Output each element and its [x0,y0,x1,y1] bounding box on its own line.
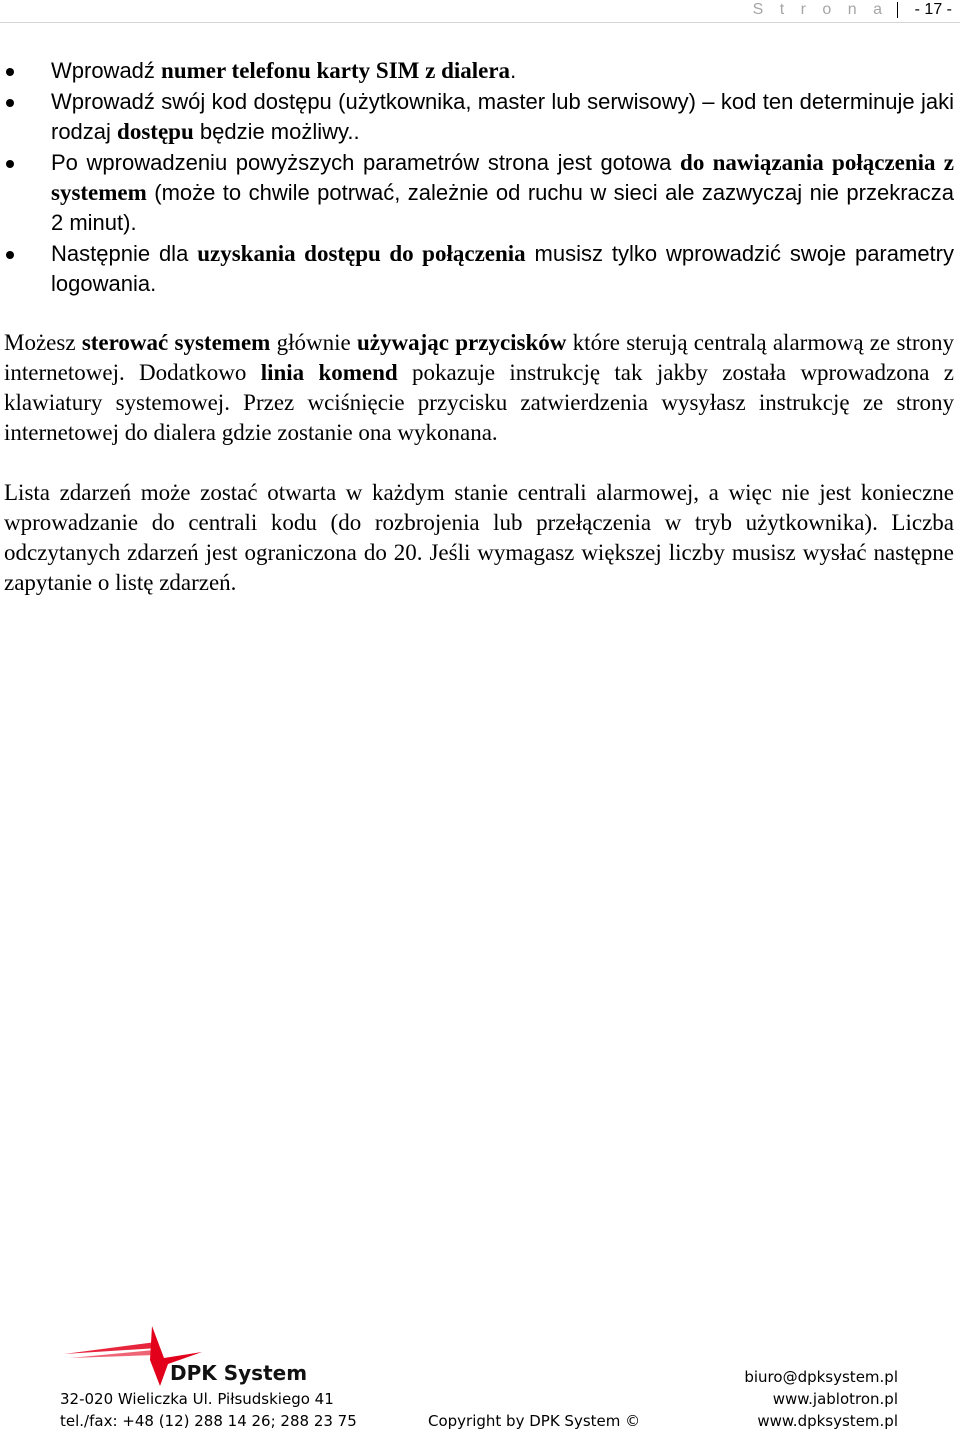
page-header [0,0,960,24]
footer-website-jablotron[interactable]: www.jablotron.pl [772,1390,898,1408]
dpk-system-logo [60,1324,308,1388]
footer-email-link[interactable]: biuro@dpksystem.pl [744,1368,898,1386]
footer-address: 32-020 Wieliczka Ul. Piłsudskiego 41 [60,1390,334,1408]
page-footer [0,1320,960,1436]
text-run: . [510,58,517,83]
footer-phone: tel./fax: +48 (12) 288 14 26; 288 23 75 [60,1412,357,1430]
instruction-list [4,56,954,299]
text-run: które sterują centralą alarmową ze strony internetowej. Dodatkowo [4,330,954,385]
bold-text: uzyskania dostępu do połączenia [197,241,526,266]
text-run: pokazuje instrukcję tak jakby została wprowadzona z klawiatury systemowej. Przez wciśnięcie przycisku zatwierdzenia wysyłasz instrukcję ze strony internetowej do dialera gdzie zostanie ona wykonana. [4,360,954,445]
header-label: S t r o n a [752,1,888,18]
paragraph-events: Lista zdarzeń może zostać otwarta w każdym stanie centrali alarmowej, a więc nie jest konieczne wprowadzanie do centrali kodu (do rozbrojenia lub przełączenia w tryb użytkownika). Liczba odczytanych zdarzeń jest ograniczona do 20. Jeśli wymagasz większej liczby musisz wysłać następne zapytanie o listę zdarzeń. [4,480,954,595]
header-rule [0,22,960,23]
paragraph-controls [4,328,954,448]
logo-swoosh [70,1350,155,1358]
bold-text: używając przycisków [356,330,567,355]
text-run: Wprowadź swój kod dostępu (użytkownika, master lub serwisowy) – kod ten determinuje jaki rodzaj [51,89,954,144]
bold-text: do nawiązania połączenia z systemem [51,150,955,205]
logo-text: DPK System [170,1361,308,1385]
footer-website-dpk[interactable]: www.dpksystem.pl [757,1412,898,1430]
text-run: Po wprowadzeniu powyższych parametrów strona jest gotowa [51,150,681,175]
text-run: będzie możliwy.. [193,119,360,144]
bullet-icon [6,251,14,259]
text-run: (może to chwile potrwać, zależnie od ruchu w sieci ale zazwyczaj nie przekracza 2 minut). [51,180,954,235]
bold-text: dostępu [117,119,194,144]
list-item [4,87,954,147]
list-item [4,239,954,299]
text-run: Następnie dla [51,241,198,266]
bullet-icon [6,99,14,107]
bold-text: sterować systemem [81,330,271,355]
list-item [4,148,954,238]
page-number: - 17 - [914,1,952,18]
document-body [4,56,954,598]
text-run: głównie [270,330,357,355]
bold-text: linia komend [260,360,398,385]
bullet-icon [6,68,14,76]
header-separator [897,2,898,18]
text-run: Wprowadź [51,58,162,83]
list-item [4,56,954,86]
text-run: musisz tylko wprowadzić swoje parametry logowania. [51,241,954,296]
bold-text: numer telefonu karty SIM z dialera [161,58,511,83]
bullet-icon [6,160,14,168]
text-run: Możesz [4,330,82,355]
footer-copyright: Copyright by DPK System © [428,1412,641,1430]
